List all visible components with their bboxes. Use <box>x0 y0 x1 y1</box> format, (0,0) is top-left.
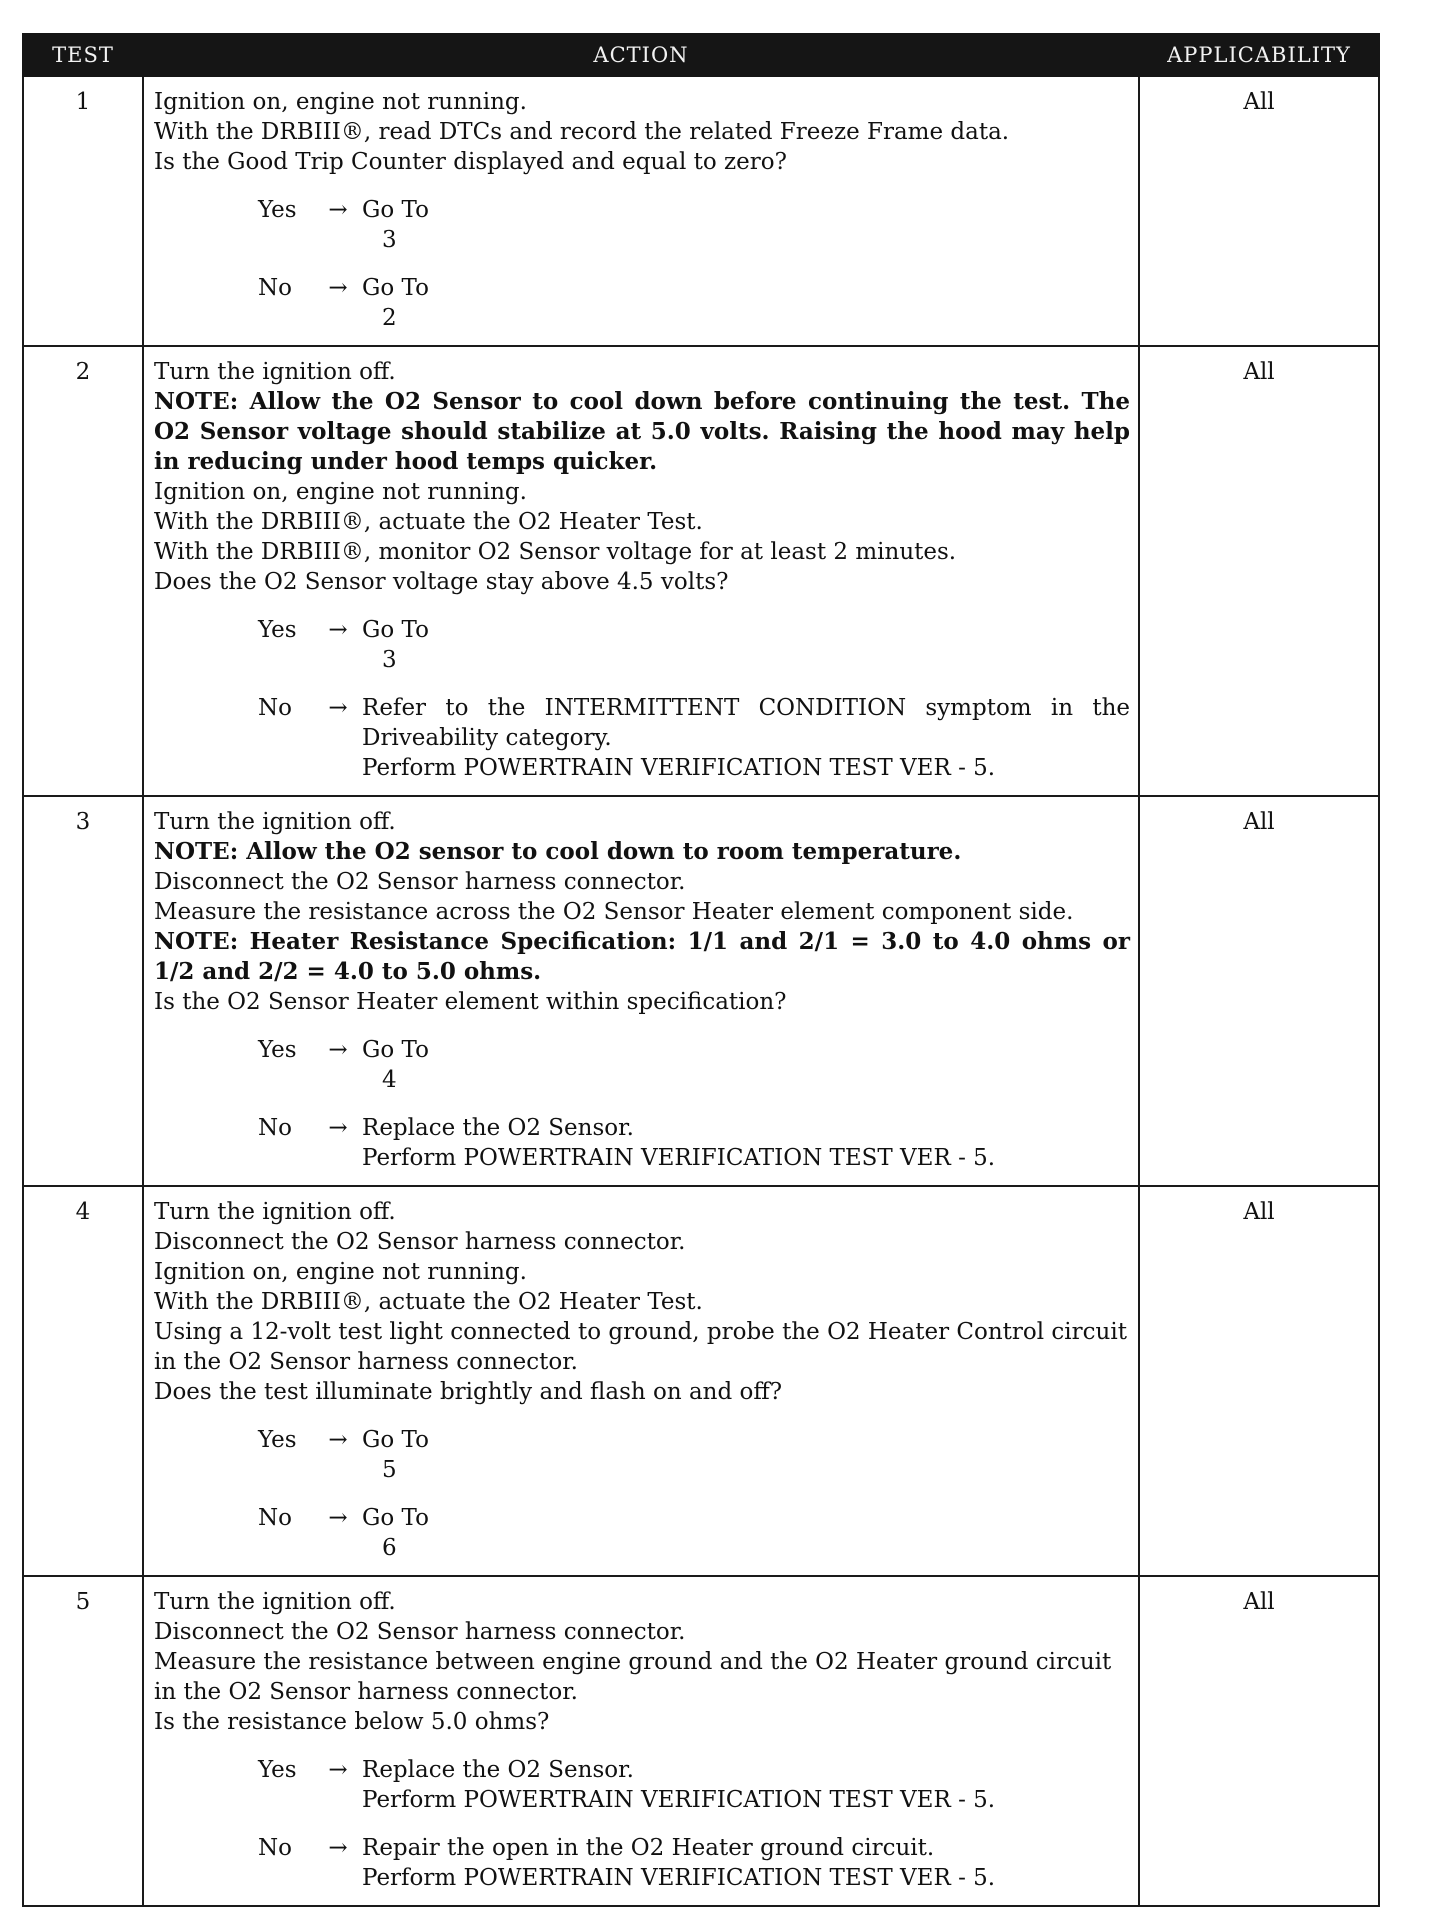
header-applicability: APPLICABILITY <box>1139 34 1379 76</box>
no-branch <box>258 693 1130 783</box>
result-line: Perform POWERTRAIN VERIFICATION TEST VER - 5. <box>362 1787 996 1813</box>
yes-branch <box>258 1425 1130 1485</box>
arrow-icon: → <box>328 1037 348 1063</box>
action-line: Turn the ignition off. <box>154 1199 396 1225</box>
yes-result <box>362 195 1130 255</box>
no-result <box>362 693 1130 783</box>
table-row <box>23 1186 1379 1576</box>
action-cell <box>143 346 1139 796</box>
note-text: NOTE: Allow the O2 Sensor to cool down before continuing the test. The O2 Sensor voltage should stabilize at 5.0 volts. Raising the hood may help in reducing under hood temps quicker. <box>154 388 1130 475</box>
result-line: Replace the O2 Sensor. <box>362 1757 634 1783</box>
yes-branch <box>258 195 1130 255</box>
action-line: Turn the ignition off. <box>154 359 396 385</box>
result-line: Replace the O2 Sensor. <box>362 1115 634 1141</box>
action-line: Ignition on, engine not running. <box>154 89 527 115</box>
action-line: Measure the resistance across the O2 Sensor Heater element component side. <box>154 899 1074 925</box>
action-cell <box>143 796 1139 1186</box>
no-branch <box>258 1503 1130 1563</box>
applicability-cell: All <box>1139 76 1379 346</box>
arrow-icon: → <box>328 1115 348 1141</box>
goto-text: Go To 3 <box>362 617 429 673</box>
action-cell <box>143 76 1139 346</box>
note-text: NOTE: Allow the O2 sensor to cool down to room temperature. <box>154 838 962 865</box>
arrow-icon: → <box>328 1505 348 1531</box>
no-result <box>362 273 1130 333</box>
result-line: Perform POWERTRAIN VERIFICATION TEST VER - 5. <box>362 1865 996 1891</box>
no-label: No <box>258 695 292 721</box>
action-line: Disconnect the O2 Sensor harness connector. <box>154 1229 686 1255</box>
action-line: Measure the resistance between engine ground and the O2 Heater ground circuit in the O2 Sensor harness connector. <box>154 1649 1112 1705</box>
diagnostic-procedure <box>22 33 1378 1907</box>
test-number: 3 <box>23 796 143 1186</box>
arrow-icon: → <box>328 695 348 721</box>
result-line: Refer to the INTERMITTENT CONDITION symptom in the Driveability category. <box>362 695 1130 751</box>
goto-text: Go To 3 <box>362 197 429 253</box>
table-header-row <box>23 34 1379 76</box>
yes-label: Yes <box>258 1757 297 1783</box>
yes-label: Yes <box>258 1037 297 1063</box>
action-line: Does the O2 Sensor voltage stay above 4.5 volts? <box>154 569 729 595</box>
arrow-icon: → <box>328 1757 348 1783</box>
table-row <box>23 346 1379 796</box>
no-label: No <box>258 275 292 301</box>
action-line: Does the test illuminate brightly and flash on and off? <box>154 1379 783 1405</box>
yes-result <box>362 1755 1130 1815</box>
yes-result <box>362 1035 1130 1095</box>
action-line: Is the Good Trip Counter displayed and equal to zero? <box>154 149 787 175</box>
diagnostic-test-table <box>22 33 1380 1907</box>
yes-branch <box>258 1755 1130 1815</box>
action-line: Is the resistance below 5.0 ohms? <box>154 1709 550 1735</box>
arrow-icon: → <box>328 275 348 301</box>
arrow-icon: → <box>328 1427 348 1453</box>
yes-label: Yes <box>258 197 297 223</box>
test-number: 4 <box>23 1186 143 1576</box>
yes-branch <box>258 615 1130 675</box>
goto-text: Go To 2 <box>362 275 429 331</box>
action-line: Turn the ignition off. <box>154 1589 396 1615</box>
result-line: Perform POWERTRAIN VERIFICATION TEST VER - 5. <box>362 1145 996 1171</box>
goto-text: Go To 6 <box>362 1505 429 1561</box>
test-number: 2 <box>23 346 143 796</box>
action-line: Disconnect the O2 Sensor harness connector. <box>154 1619 686 1645</box>
goto-text: Go To 4 <box>362 1037 429 1093</box>
arrow-icon: → <box>328 197 348 223</box>
goto-text: Go To 5 <box>362 1427 429 1483</box>
arrow-icon: → <box>328 1835 348 1861</box>
yes-label: Yes <box>258 1427 297 1453</box>
no-result <box>362 1503 1130 1563</box>
action-line: With the DRBIII®, read DTCs and record the related Freeze Frame data. <box>154 119 1010 145</box>
applicability-cell: All <box>1139 1576 1379 1906</box>
action-line: Ignition on, engine not running. <box>154 1259 527 1285</box>
table-row <box>23 76 1379 346</box>
no-branch <box>258 1833 1130 1893</box>
action-line: Turn the ignition off. <box>154 809 396 835</box>
action-line: With the DRBIII®, actuate the O2 Heater Test. <box>154 509 703 535</box>
applicability-cell: All <box>1139 346 1379 796</box>
no-label: No <box>258 1115 292 1141</box>
result-line: Perform POWERTRAIN VERIFICATION TEST VER - 5. <box>362 755 996 781</box>
no-label: No <box>258 1835 292 1861</box>
header-action: ACTION <box>143 34 1139 76</box>
test-number: 5 <box>23 1576 143 1906</box>
yes-label: Yes <box>258 617 297 643</box>
arrow-icon: → <box>328 617 348 643</box>
action-line: Using a 12-volt test light connected to ground, probe the O2 Heater Control circuit in the O2 Sensor harness connector. <box>154 1319 1127 1375</box>
header-test: TEST <box>23 34 143 76</box>
table-row <box>23 796 1379 1186</box>
result-line: Repair the open in the O2 Heater ground circuit. <box>362 1835 935 1861</box>
no-result <box>362 1113 1130 1173</box>
no-branch <box>258 273 1130 333</box>
action-line: Disconnect the O2 Sensor harness connector. <box>154 869 686 895</box>
no-label: No <box>258 1505 292 1531</box>
action-line: With the DRBIII®, monitor O2 Sensor voltage for at least 2 minutes. <box>154 539 957 565</box>
action-line: Ignition on, engine not running. <box>154 479 527 505</box>
no-branch <box>258 1113 1130 1173</box>
action-cell <box>143 1186 1139 1576</box>
no-result <box>362 1833 1130 1893</box>
applicability-cell: All <box>1139 1186 1379 1576</box>
action-cell <box>143 1576 1139 1906</box>
table-row <box>23 1576 1379 1906</box>
action-line: Is the O2 Sensor Heater element within specification? <box>154 989 787 1015</box>
test-number: 1 <box>23 76 143 346</box>
yes-result <box>362 1425 1130 1485</box>
yes-branch <box>258 1035 1130 1095</box>
yes-result <box>362 615 1130 675</box>
action-line: With the DRBIII®, actuate the O2 Heater Test. <box>154 1289 703 1315</box>
applicability-cell: All <box>1139 796 1379 1186</box>
note-text: NOTE: Heater Resistance Specification: 1/1 and 2/1 = 3.0 to 4.0 ohms or 1/2 and 2/2 = 4.0 to 5.0 ohms. <box>154 928 1130 985</box>
